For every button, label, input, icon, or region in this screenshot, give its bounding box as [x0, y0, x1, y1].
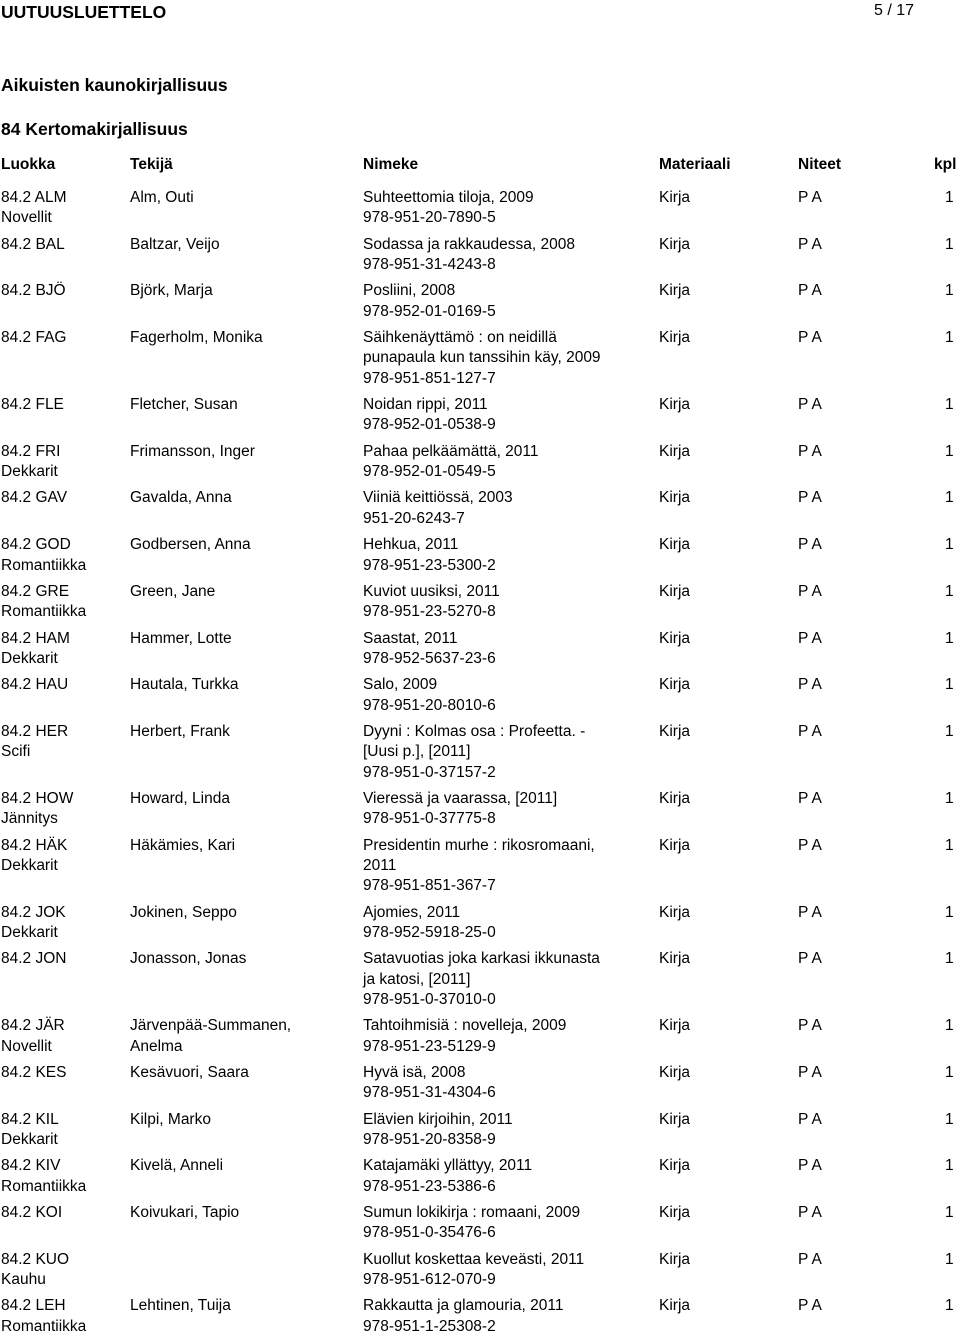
copies-location-cell: P A	[798, 396, 822, 414]
classification-code: 84.2 JÄR	[1, 1017, 65, 1035]
classification-code: 84.2 LEH	[1, 1297, 66, 1315]
material-cell: Kirja	[659, 1157, 691, 1175]
copies-location-cell: P A	[798, 282, 822, 300]
table-row	[0, 949, 960, 1016]
title-line: punapaula kun tanssihin käy, 2009	[363, 349, 601, 367]
title-line: Salo, 2009	[363, 676, 438, 694]
classification-cell	[1, 1110, 59, 1151]
genre-label: Romantiikka	[1, 603, 87, 621]
classification-code: 84.2 KOI	[1, 1204, 63, 1221]
author-name: Kesävuori, Saara	[130, 1063, 249, 1081]
genre-label: Romantiikka	[1, 1317, 87, 1335]
classification-cell	[1, 235, 65, 255]
copies-location-cell: P A	[798, 442, 822, 460]
isbn: 951-20-6243-7	[363, 509, 465, 527]
isbn: 978-951-23-5129-9	[363, 1037, 496, 1055]
isbn: 978-952-01-0538-9	[363, 416, 496, 434]
isbn: 978-951-23-5386-6	[363, 1177, 496, 1195]
copies-location-cell: P A	[798, 836, 822, 854]
title-line: Vieressä ja vaarassa, [2011]	[363, 789, 558, 807]
title-line: Säihkenäyttämö : on neidillä	[363, 329, 557, 347]
author-cell	[130, 235, 220, 255]
author-cell	[130, 1110, 211, 1130]
material-cell: Kirja	[659, 396, 691, 414]
author-cell	[130, 629, 232, 649]
isbn: 978-951-1-25308-2	[363, 1317, 496, 1335]
classification-cell	[1, 582, 86, 623]
title-cell	[363, 1156, 532, 1197]
title-cell	[363, 535, 496, 576]
title-cell	[363, 836, 595, 897]
table-row	[0, 1203, 960, 1250]
title-line: Kuollut koskettaa keveästi, 2011	[363, 1250, 585, 1268]
isbn: 978-952-01-0169-5	[363, 302, 496, 320]
copies-location-cell: P A	[798, 722, 822, 740]
copies-location-cell: P A	[798, 582, 822, 600]
table-row	[0, 328, 960, 395]
table-row	[0, 1250, 960, 1297]
classification-cell	[1, 675, 68, 695]
author-name: Baltzar, Veijo	[130, 235, 220, 253]
classification-cell	[1, 629, 70, 670]
classification-code: 84.2 KIV	[1, 1157, 61, 1175]
classification-code: 84.2 BJÖ	[1, 282, 66, 300]
author-name: Fletcher, Susan	[130, 396, 238, 414]
quantity-cell: 1	[945, 1157, 954, 1175]
title-line: Ajomies, 2011	[363, 903, 461, 921]
classification-code: 84.2 KUO	[1, 1250, 70, 1268]
table-row	[0, 395, 960, 442]
classification-code: 84.2 JON	[1, 950, 67, 968]
author-cell	[130, 582, 215, 602]
title-line: Rakkautta ja glamouria, 2011	[363, 1297, 564, 1315]
copies-location-cell: P A	[798, 676, 822, 694]
genre-label: Jännitys	[1, 810, 58, 828]
title-cell	[363, 582, 500, 623]
isbn: 978-951-0-37775-8	[363, 810, 496, 828]
isbn: 978-951-23-5270-8	[363, 603, 496, 621]
header-tekija: Tekijä	[130, 156, 173, 173]
title-cell	[363, 722, 585, 783]
title-line: Viiniä keittiössä, 2003	[363, 489, 513, 507]
genre-label: Dekkarit	[1, 1131, 58, 1149]
quantity-cell: 1	[945, 582, 954, 600]
material-cell: Kirja	[659, 329, 691, 347]
title-cell	[363, 789, 557, 830]
quantity-cell: 1	[945, 235, 954, 253]
classification-code: 84.2 GAV	[1, 489, 68, 507]
isbn: 978-952-5918-25-0	[363, 923, 496, 941]
table-row	[0, 789, 960, 836]
material-cell: Kirja	[659, 1204, 691, 1221]
isbn: 978-951-23-5300-2	[363, 556, 496, 574]
classification-cell	[1, 281, 66, 301]
author-name: Gavalda, Anna	[130, 489, 232, 507]
title-line: Katajamäki yllättyy, 2011	[363, 1157, 533, 1175]
isbn: 978-951-612-070-9	[363, 1271, 496, 1289]
author-cell	[130, 281, 213, 301]
material-cell: Kirja	[659, 1250, 691, 1268]
material-cell: Kirja	[659, 442, 691, 460]
material-cell: Kirja	[659, 676, 691, 694]
author-name: Hammer, Lotte	[130, 629, 232, 647]
copies-location-cell: P A	[798, 629, 822, 647]
title-cell	[363, 629, 496, 670]
title-cell	[363, 188, 534, 229]
title-line: Pahaa pelkäämättä, 2011	[363, 442, 539, 460]
title-line: Dyyni : Kolmas osa : Profeetta. -	[363, 722, 586, 740]
title-cell	[363, 1110, 513, 1151]
catalog-table	[0, 188, 960, 1343]
table-row	[0, 903, 960, 950]
table-row	[0, 629, 960, 676]
classification-code: 84.2 HER	[1, 722, 69, 740]
header-niteet: Niteet	[798, 156, 842, 173]
author-name: Hautala, Turkka	[130, 676, 239, 694]
material-cell: Kirja	[659, 789, 691, 807]
classification-cell	[1, 188, 67, 229]
title-cell	[363, 1296, 563, 1337]
title-cell	[363, 675, 496, 716]
classification-cell	[1, 836, 67, 877]
title-cell	[363, 1016, 566, 1057]
title-line: Suhteettomia tiloja, 2009	[363, 189, 534, 206]
author-cell	[130, 488, 232, 508]
author-cell	[130, 535, 251, 555]
copies-location-cell: P A	[798, 189, 822, 206]
material-cell: Kirja	[659, 582, 691, 600]
title-cell	[363, 488, 513, 529]
classification-cell	[1, 488, 67, 508]
title-line: Kuviot uusiksi, 2011	[363, 582, 500, 600]
author-name: Häkämies, Kari	[130, 836, 236, 854]
author-cell	[130, 789, 230, 809]
quantity-cell: 1	[945, 836, 954, 854]
quantity-cell: 1	[945, 676, 954, 694]
section-heading: Aikuisten kaunokirjallisuus	[1, 75, 228, 95]
author-name: Kilpi, Marko	[130, 1110, 211, 1128]
title-cell	[363, 1063, 496, 1104]
author-name: Godbersen, Anna	[130, 536, 251, 554]
classification-cell	[1, 1156, 86, 1197]
author-cell	[130, 675, 239, 695]
classification-cell	[1, 328, 66, 348]
material-cell: Kirja	[659, 903, 691, 921]
classification-cell	[1, 1296, 86, 1337]
copies-location-cell: P A	[798, 1250, 822, 1268]
title-line: Sodassa ja rakkaudessa, 2008	[363, 235, 575, 253]
author-cell	[130, 328, 263, 348]
title-line: 2011	[363, 856, 397, 874]
quantity-cell: 1	[945, 722, 954, 740]
copies-location-cell: P A	[798, 1204, 822, 1221]
material-cell: Kirja	[659, 950, 691, 968]
author-cell	[130, 1203, 239, 1223]
table-row	[0, 535, 960, 582]
title-line: Hyvä isä, 2008	[363, 1063, 466, 1081]
header-nimeke: Nimeke	[363, 156, 419, 173]
title-line: Saastat, 2011	[363, 629, 458, 647]
subsection-heading: 84 Kertomakirjallisuus	[1, 119, 188, 139]
genre-label: Novellit	[1, 1037, 52, 1055]
title-line: Satavuotias joka karkasi ikkunasta	[363, 950, 600, 968]
quantity-cell: 1	[945, 629, 954, 647]
table-row	[0, 281, 960, 328]
author-name: Björk, Marja	[130, 282, 213, 300]
classification-code: 84.2 BAL	[1, 235, 65, 253]
classification-cell	[1, 722, 68, 763]
classification-code: 84.2 FAG	[1, 329, 67, 347]
title-line: Tahtoihmisiä : novelleja, 2009	[363, 1017, 567, 1035]
classification-code: 84.2 HAU	[1, 676, 69, 694]
title-line: Hehkua, 2011	[363, 536, 459, 554]
classification-code: 84.2 ALM	[1, 189, 67, 206]
genre-label: Dekkarit	[1, 463, 58, 481]
author-cell	[130, 1156, 223, 1176]
author-cell	[130, 722, 230, 742]
header-luokka: Luokka	[1, 156, 56, 173]
genre-label: Dekkarit	[1, 649, 58, 667]
title-cell	[363, 1203, 580, 1244]
genre-label: Novellit	[1, 209, 52, 227]
table-row	[0, 836, 960, 903]
copies-location-cell: P A	[798, 329, 822, 347]
classification-cell	[1, 1250, 69, 1291]
table-row	[0, 1110, 960, 1157]
title-line: Posliini, 2008	[363, 282, 456, 300]
table-row	[0, 675, 960, 722]
quantity-cell: 1	[945, 442, 954, 460]
title-line: [Uusi p.], [2011]	[363, 743, 471, 761]
classification-cell	[1, 903, 66, 944]
author-cell	[130, 188, 194, 208]
author-cell	[130, 442, 255, 462]
author-name: Fagerholm, Monika	[130, 329, 263, 347]
copies-location-cell: P A	[798, 903, 822, 921]
material-cell: Kirja	[659, 235, 691, 253]
isbn: 978-951-0-37157-2	[363, 763, 496, 781]
isbn: 978-951-0-35476-6	[363, 1224, 496, 1242]
title-cell	[363, 903, 496, 944]
author-name: Järvenpää-Summanen,	[130, 1017, 292, 1035]
page-indicator: 5 / 17	[873, 2, 914, 19]
author-name: Green, Jane	[130, 582, 216, 600]
title-cell	[363, 395, 496, 436]
genre-label: Romantiikka	[1, 556, 87, 574]
copies-location-cell: P A	[798, 950, 822, 968]
quantity-cell: 1	[945, 396, 954, 414]
copies-location-cell: P A	[798, 235, 822, 253]
classification-cell	[1, 1063, 67, 1083]
copies-location-cell: P A	[798, 1297, 822, 1315]
author-name: Jokinen, Seppo	[130, 903, 237, 921]
header-materiaali: Materiaali	[659, 156, 731, 173]
copies-location-cell: P A	[798, 1110, 822, 1128]
isbn: 978-952-5637-23-6	[363, 649, 496, 667]
title-line: Sumun lokikirja : romaani, 2009	[363, 1204, 581, 1221]
catalog-title: UUTUUSLUETTELO	[1, 2, 167, 22]
isbn: 978-951-20-7890-5	[363, 209, 496, 227]
isbn: 978-951-20-8358-9	[363, 1131, 496, 1149]
author-cell	[130, 1296, 231, 1316]
material-cell: Kirja	[659, 1017, 691, 1035]
table-row	[0, 188, 960, 235]
classification-cell	[1, 1203, 62, 1223]
column-headers	[0, 156, 960, 176]
title-cell	[363, 281, 496, 322]
header-kpl: kpl	[934, 156, 957, 173]
quantity-cell: 1	[945, 1297, 954, 1315]
table-row	[0, 582, 960, 629]
table-row	[0, 488, 960, 535]
material-cell: Kirja	[659, 282, 691, 300]
genre-label: Romantiikka	[1, 1177, 87, 1195]
table-row	[0, 1016, 960, 1063]
title-cell	[363, 1250, 584, 1291]
quantity-cell: 1	[945, 282, 954, 300]
table-row	[0, 442, 960, 489]
isbn: 978-951-851-127-7	[363, 369, 496, 387]
classification-cell	[1, 1016, 65, 1057]
title-line: ja katosi, [2011]	[363, 970, 471, 988]
title-cell	[363, 328, 601, 389]
author-name: Frimansson, Inger	[130, 442, 255, 460]
quantity-cell: 1	[945, 903, 954, 921]
classification-code: 84.2 JOK	[1, 903, 66, 921]
title-line: Presidentin murhe : rikosromaani,	[363, 836, 595, 854]
material-cell: Kirja	[659, 1063, 691, 1081]
classification-cell	[1, 442, 60, 483]
title-cell	[363, 235, 575, 276]
material-cell: Kirja	[659, 1110, 691, 1128]
author-name: Alm, Outi	[130, 189, 194, 206]
classification-cell	[1, 789, 73, 830]
isbn: 978-951-31-4243-8	[363, 256, 496, 274]
author-name: Koivukari, Tapio	[130, 1204, 240, 1221]
title-line: Noidan rippi, 2011	[363, 396, 488, 414]
table-row	[0, 722, 960, 789]
title-cell	[363, 442, 539, 483]
table-row	[0, 1296, 960, 1343]
classification-code: 84.2 KES	[1, 1063, 67, 1081]
table-row	[0, 1156, 960, 1203]
genre-label: Dekkarit	[1, 923, 58, 941]
classification-code: 84.2 HAM	[1, 629, 70, 647]
genre-label: Dekkarit	[1, 856, 58, 874]
author-cell	[130, 949, 246, 969]
material-cell: Kirja	[659, 836, 691, 854]
copies-location-cell: P A	[798, 789, 822, 807]
quantity-cell: 1	[945, 536, 954, 554]
quantity-cell: 1	[945, 189, 954, 206]
quantity-cell: 1	[945, 329, 954, 347]
quantity-cell: 1	[945, 950, 954, 968]
classification-cell	[1, 949, 66, 969]
copies-location-cell: P A	[798, 489, 822, 507]
classification-code: 84.2 GRE	[1, 582, 70, 600]
quantity-cell: 1	[945, 1110, 954, 1128]
quantity-cell: 1	[945, 789, 954, 807]
isbn: 978-951-851-367-7	[363, 877, 496, 895]
genre-label: Kauhu	[1, 1271, 46, 1289]
material-cell: Kirja	[659, 536, 691, 554]
quantity-cell: 1	[945, 1204, 954, 1221]
copies-location-cell: P A	[798, 1157, 822, 1175]
copies-location-cell: P A	[798, 536, 822, 554]
copies-location-cell: P A	[798, 1017, 822, 1035]
title-line: Elävien kirjoihin, 2011	[363, 1110, 513, 1128]
table-row	[0, 235, 960, 282]
classification-cell	[1, 535, 86, 576]
author-cell	[130, 395, 238, 415]
author-name: Lehtinen, Tuija	[130, 1297, 231, 1315]
classification-code: 84.2 GOD	[1, 536, 71, 554]
material-cell: Kirja	[659, 722, 691, 740]
material-cell: Kirja	[659, 189, 691, 206]
isbn: 978-951-31-4304-6	[363, 1084, 496, 1102]
isbn: 978-951-0-37010-0	[363, 991, 496, 1009]
author-cell	[130, 836, 235, 856]
material-cell: Kirja	[659, 1297, 691, 1315]
isbn: 978-951-20-8010-6	[363, 696, 496, 714]
quantity-cell: 1	[945, 1017, 954, 1035]
author-name: Howard, Linda	[130, 789, 230, 807]
author-cell	[130, 903, 237, 923]
material-cell: Kirja	[659, 489, 691, 507]
author-cell	[130, 1016, 291, 1057]
classification-code: 84.2 FRI	[1, 442, 61, 460]
table-row	[0, 1063, 960, 1110]
quantity-cell: 1	[945, 1063, 954, 1081]
classification-code: 84.2 FLE	[1, 396, 64, 414]
material-cell: Kirja	[659, 629, 691, 647]
title-cell	[363, 949, 600, 1010]
author-name: Herbert, Frank	[130, 722, 230, 740]
author-name: Kivelä, Anneli	[130, 1157, 224, 1175]
author-name: Jonasson, Jonas	[130, 950, 247, 968]
classification-code: 84.2 HOW	[1, 789, 74, 807]
copies-location-cell: P A	[798, 1063, 822, 1081]
author-name: Anelma	[130, 1037, 183, 1055]
quantity-cell: 1	[945, 489, 954, 507]
classification-cell	[1, 395, 64, 415]
genre-label: Scifi	[1, 743, 31, 761]
classification-code: 84.2 KIL	[1, 1110, 59, 1128]
quantity-cell: 1	[945, 1250, 954, 1268]
author-cell	[130, 1063, 249, 1083]
classification-code: 84.2 HÄK	[1, 836, 68, 854]
isbn: 978-952-01-0549-5	[363, 463, 496, 481]
